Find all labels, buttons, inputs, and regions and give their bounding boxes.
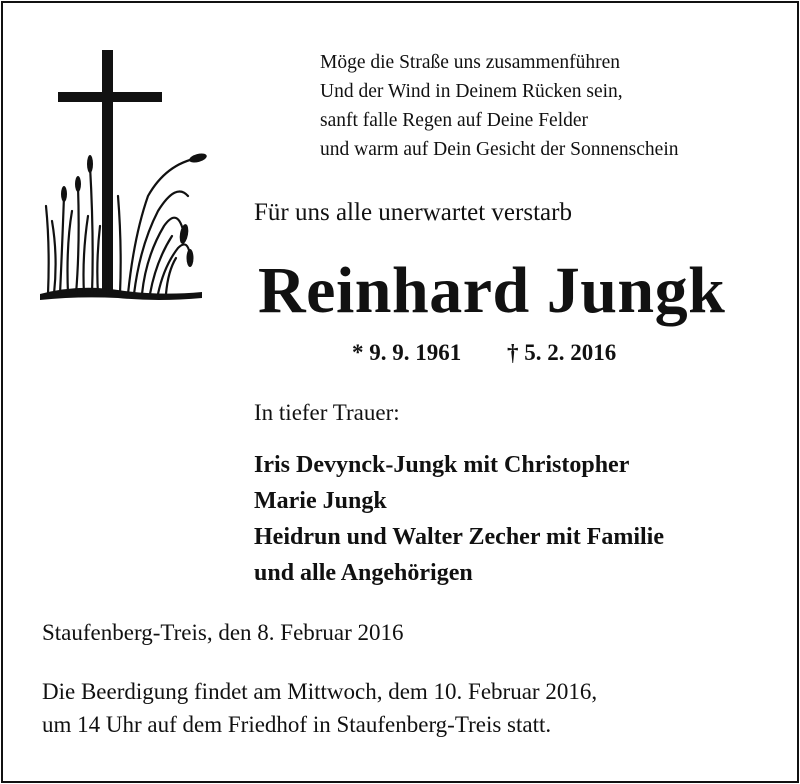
funeral-line: Die Beerdigung findet am Mittwoch, dem 10. Februar 2016, (42, 679, 598, 704)
cross-with-grass-icon (38, 46, 208, 306)
funeral-line: um 14 Uhr auf dem Friedhof in Staufenberg-Treis statt. (42, 712, 552, 737)
poem-line: Und der Wind in Deinem Rücken sein, (320, 81, 623, 102)
life-dates (352, 338, 616, 368)
poem-line: und warm auf Dein Gesicht der Sonnenschein (320, 139, 679, 160)
mourner-name: Heidrun und Walter Zecher mit Familie (254, 524, 664, 550)
mourners-intro: In tiefer Trauer: (254, 400, 400, 425)
death-intro: Für uns alle unerwartet verstarb (254, 199, 572, 226)
poem-line: sanft falle Regen auf Deine Felder (320, 110, 589, 131)
mourner-name: Marie Jungk (254, 488, 387, 514)
deceased-name: Reinhard Jungk (258, 254, 726, 327)
mourner-name: Iris Devynck-Jungk mit Christopher (254, 452, 630, 478)
mourner-name: und alle Angehörigen (254, 560, 473, 586)
poem-line: Möge die Straße uns zusammenführen (320, 52, 621, 73)
mourners-list (254, 447, 664, 591)
funeral-info (42, 675, 597, 741)
birth-date: * 9. 9. 1961 (352, 340, 462, 365)
poem (320, 48, 780, 164)
death-date: † 5. 2. 2016 (507, 340, 617, 365)
place-and-date: Staufenberg-Treis, den 8. Februar 2016 (42, 620, 404, 645)
